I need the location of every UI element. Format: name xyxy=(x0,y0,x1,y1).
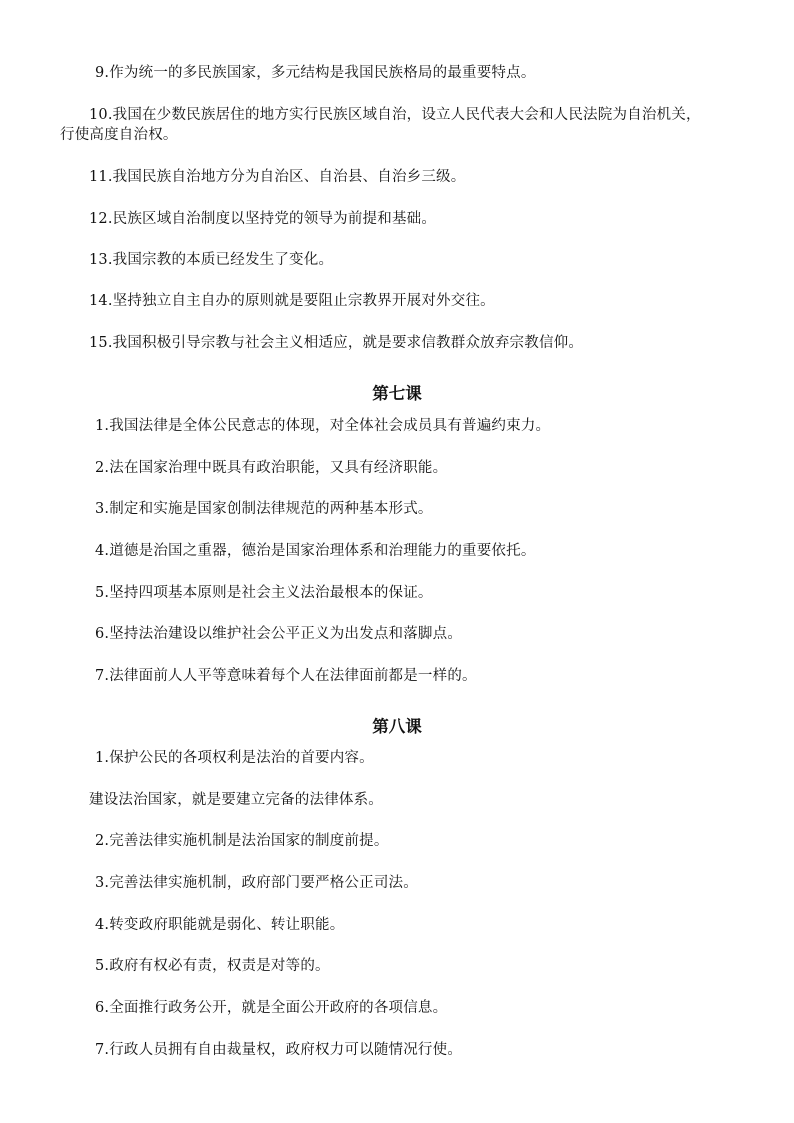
statement-item: 3.完善法律实施机制，政府部门要严格公正司法。 xyxy=(95,875,418,891)
statement-item: 6.坚持法治建设以维护社会公平正义为出发点和落脚点。 xyxy=(95,626,463,642)
statement-item: 2.法在国家治理中既具有政治职能，又具有经济职能。 xyxy=(95,460,448,476)
statement-item: 15.我国积极引导宗教与社会主义相适应，就是要求信教群众放弃宗教信仰。 xyxy=(89,335,584,351)
statement-item: 5.政府有权必有责，权责是对等的。 xyxy=(95,958,330,974)
statement-item: 建设法治国家，就是要建立完备的法律体系。 xyxy=(89,792,383,808)
section-heading-lesson-8: 第八课 xyxy=(372,717,422,736)
statement-item: 7.法律面前人人平等意味着每个人在法律面前都是一样的。 xyxy=(95,668,477,684)
statement-item: 11.我国民族自治地方分为自治区、自治县、自治乡三级。 xyxy=(89,169,466,185)
statement-item: 1.我国法律是全体公民意志的体现，对全体社会成员具有普遍约束力。 xyxy=(95,418,551,434)
statement-item: 1.保护公民的各项权利是法治的首要内容。 xyxy=(95,750,374,766)
statement-item: 7.行政人员拥有自由裁量权，政府权力可以随情况行使。 xyxy=(95,1042,463,1058)
statement-item: 4.转变政府职能就是弱化、转让职能。 xyxy=(95,917,345,933)
statement-item: 2.完善法律实施机制是法治国家的制度前提。 xyxy=(95,833,389,849)
statement-item: 4.道德是治国之重器，德治是国家治理体系和治理能力的重要依托。 xyxy=(95,543,536,559)
section-heading-lesson-7: 第七课 xyxy=(372,384,422,403)
statement-item: 13.我国宗教的本质已经发生了变化。 xyxy=(89,252,334,268)
statement-item-continuation: 行使高度自治权。 xyxy=(60,127,178,143)
statement-item: 14.坚持独立自主自办的原则就是要阻止宗教界开展对外交往。 xyxy=(89,293,495,309)
statement-item: 12.民族区域自治制度以坚持党的领导为前提和基础。 xyxy=(89,211,437,227)
statement-item: 5.坚持四项基本原则是社会主义法治最根本的保证。 xyxy=(95,585,433,601)
statement-item: 3.制定和实施是国家创制法律规范的两种基本形式。 xyxy=(95,501,433,517)
statement-item: 10.我国在少数民族居住的地方实行民族区域自治，设立人民代表大会和人民法院为自治机关， xyxy=(89,107,701,123)
statement-item: 6.全面推行政务公开，就是全面公开政府的各项信息。 xyxy=(95,1000,448,1016)
statement-item: 9.作为统一的多民族国家，多元结构是我国民族格局的最重要特点。 xyxy=(95,65,536,81)
